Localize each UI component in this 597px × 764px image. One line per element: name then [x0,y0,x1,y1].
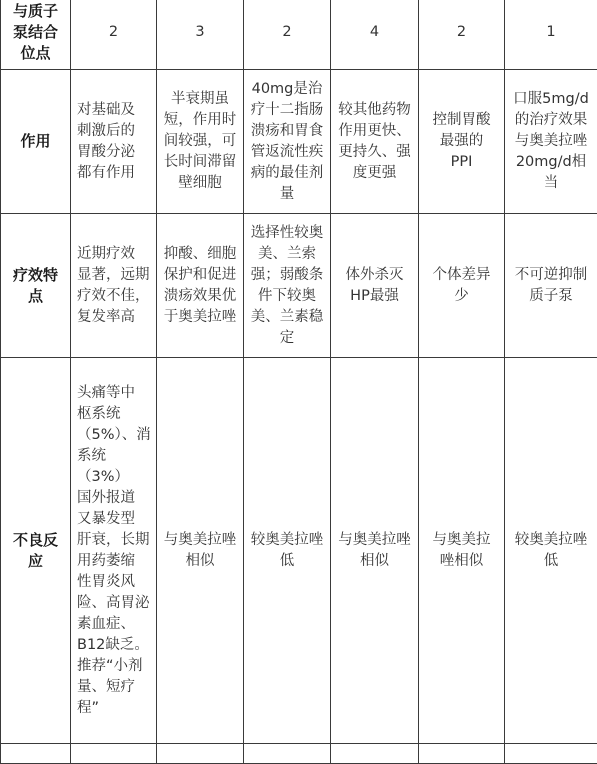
table-cell [1,744,71,764]
cell-text: 2 [109,24,118,40]
table-cell [244,0,331,70]
row-adverse-reactions [1,358,597,744]
table-cell [157,70,244,214]
row-header [1,214,71,358]
table-cell [244,358,331,744]
table-cell [331,70,419,214]
table-cell [157,0,244,70]
table-cell [419,0,505,70]
cell-text: 头痛等中 枢系统 （5%）、消 系统（3%） 国外报道 又暴发型 肝衰，长期 用药萎缩 性胃炎风 险、高胃泌 素血症、 B12缺乏。 推荐“小剂 量、短疗 程” [77,385,151,716]
table-cell [505,744,597,764]
cell-text: 口服5mg/d 的治疗效果 与奥美拉唑 20mg/d相 当 [513,91,589,191]
table-cell [505,70,597,214]
table-cell [419,214,505,358]
table-cell [419,358,505,744]
row-header-label: 不良反 应 [13,531,58,570]
cell-text: 抑酸、细胞 保护和促进 溃疡效果优 于奥美拉唑 [164,246,237,325]
table-cell [71,214,157,358]
cell-text: 较奥美拉唑 低 [515,532,588,569]
cell-text: 4 [370,24,379,40]
table-cell [157,358,244,744]
row-header-label: 与质子 泵结合 位点 [13,2,58,62]
cell-text: 2 [282,24,291,40]
row-header [1,358,71,744]
row-header [1,70,71,214]
cell-text: 1 [546,24,555,40]
cell-text: 体外杀灭 HP最强 [346,267,404,304]
table-cell [419,744,505,764]
row-header-label: 作用 [20,132,50,150]
table-cell [71,0,157,70]
cell-text: 与奥美拉 唑相似 [433,532,491,569]
cell-text: 3 [195,24,204,40]
cell-text: 2 [457,24,466,40]
cell-text: 选择性较奥 美、兰索 强；弱酸条 件下较奥 美、兰素稳 定 [251,225,324,346]
table-cell [331,744,419,764]
cell-text: 较奥美拉唑 低 [251,532,324,569]
table-cell [71,70,157,214]
table-cell [71,358,157,744]
row-binding-sites [1,0,597,70]
cell-text: 近期疗效 显著，远期 疗效不佳， 复发率高 [77,246,150,325]
cell-text: 与奥美拉唑 相似 [164,532,237,569]
table-cell [244,70,331,214]
row-header [1,0,71,70]
table-cell [157,744,244,764]
cell-text: 40mg是治 疗十二指肠 溃疡和胃食 管返流性疾 病的最佳剂 量 [251,81,324,202]
table-cell [505,358,597,744]
row-effect [1,70,597,214]
table-cell [331,214,419,358]
table-cell [244,744,331,764]
table-cell [331,358,419,744]
cell-text: 控制胃酸 最强的 PPI [433,112,491,170]
table-cell [331,0,419,70]
cell-text: 不可逆抑制 质子泵 [515,267,588,304]
table-cell [71,744,157,764]
table-cell [505,0,597,70]
cell-text: 对基础及 刺激后的 胃酸分泌 都有作用 [77,102,135,181]
row-empty [1,744,597,764]
table-cell [244,214,331,358]
table-cell [505,214,597,358]
cell-text: 较其他药物 作用更快、 更持久、强 度更强 [338,102,411,181]
cell-text: 与奥美拉唑 相似 [338,532,411,569]
cell-text: 个体差异 少 [433,267,491,304]
table-cell [419,70,505,214]
table-cell [157,214,244,358]
row-header-label: 疗效特 点 [13,266,58,305]
row-efficacy [1,214,597,358]
cell-text: 半衰期虽 短，作用时 间较强，可 长时间滞留 壁细胞 [164,91,237,191]
